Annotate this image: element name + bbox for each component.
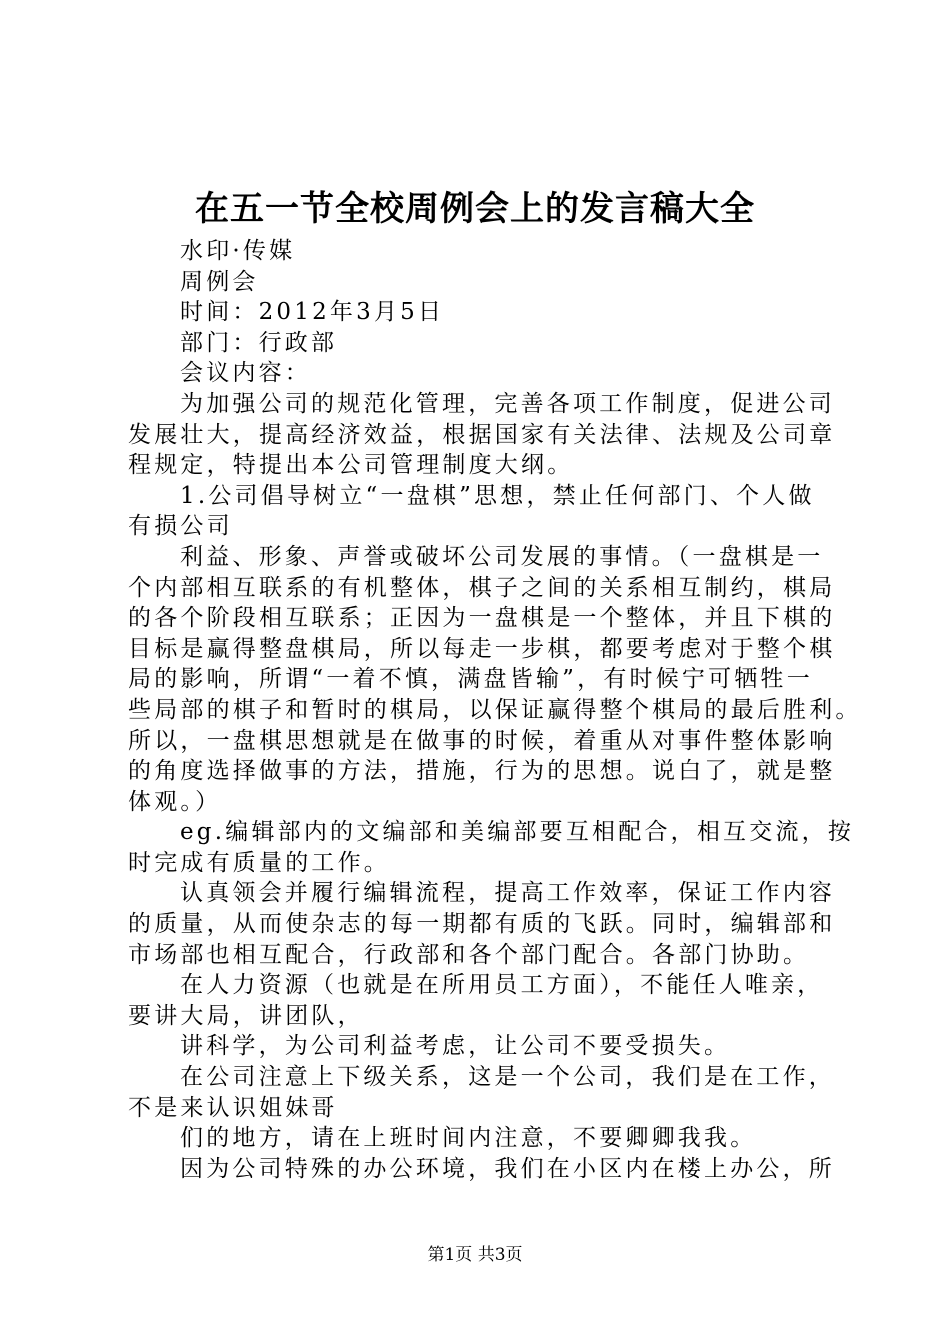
body-line: 时间：2012年3月5日: [180, 299, 445, 326]
body-line: 在人力资源（也就是在所用员工方面），不能任人唯亲，: [180, 972, 824, 999]
body-line: 们的地方，请在上班时间内注意，不要卿卿我我。: [180, 1125, 757, 1152]
body-line: 体观。）: [128, 788, 222, 815]
body-line: 不是来认识姐妹哥: [128, 1094, 338, 1121]
body-line: 局的影响，所谓“一着不慎，满盘皆输”，有时候宁可牺牲一: [128, 666, 813, 693]
body-line: 的角度选择做事的方法，措施，行为的思想。说白了，就是整: [128, 758, 836, 785]
body-line: 发展壮大，提高经济效益，根据国家有关法律、法规及公司章: [128, 421, 836, 448]
body-line: 些局部的棋子和暂时的棋局，以保证赢得整个棋局的最后胜利。: [128, 696, 862, 723]
body-line: 利益、形象、声誉或破坏公司发展的事情。（一盘棋是一: [180, 543, 824, 570]
body-line: 水印·传媒: [180, 238, 296, 264]
body-line: 个内部相互联系的有机整体，棋子之间的关系相互制约，棋局: [128, 574, 836, 601]
document-title: 在五一节全校周例会上的发言稿大全: [195, 189, 755, 229]
body-line: 的各个阶段相互联系；正因为一盘棋是一个整体，并且下棋的: [128, 605, 836, 632]
body-line: 讲科学，为公司利益考虑，让公司不要受损失。: [180, 1033, 731, 1060]
body-line: 目标是赢得整盘棋局，所以每走一步棋，都要考虑对于整个棋: [128, 635, 836, 662]
body-line: 市场部也相互配合，行政部和各个部门配合。各部门协助。: [128, 941, 810, 968]
body-line: 在公司注意上下级关系，这是一个公司，我们是在工作，: [180, 1064, 835, 1091]
body-line: 要讲大局，讲团队，: [128, 1002, 364, 1029]
page-number: 第1页 共3页: [427, 1245, 523, 1265]
body-line: 周例会: [180, 268, 259, 295]
body-line: 程规定，特提出本公司管理制度大纲。: [128, 452, 574, 479]
body-line: 会议内容：: [180, 360, 311, 387]
body-line: 有损公司: [128, 513, 233, 540]
body-line: 的质量，从而使杂志的每一期都有质的飞跃。同时，编辑部和: [128, 911, 836, 938]
body-line: 1.公司倡导树立“一盘棋”思想，禁止任何部门、个人做: [180, 482, 815, 509]
document-body: [128, 236, 862, 1184]
body-line: 部门：行政部: [180, 329, 338, 356]
body-line: 因为公司特殊的办公环境，我们在小区内在楼上办公，所: [180, 1155, 835, 1182]
body-line: 认真领会并履行编辑流程，提高工作效率，保证工作内容: [180, 880, 835, 907]
body-line: 所以，一盘棋思想就是在做事的时候，着重从对事件整体影响: [128, 727, 836, 754]
body-line: eg.编辑部内的文编部和美编部要互相配合，相互交流，按: [180, 819, 855, 846]
body-line: 时完成有质量的工作。: [128, 849, 390, 876]
body-line: 为加强公司的规范化管理，完善各项工作制度，促进公司: [180, 390, 835, 417]
